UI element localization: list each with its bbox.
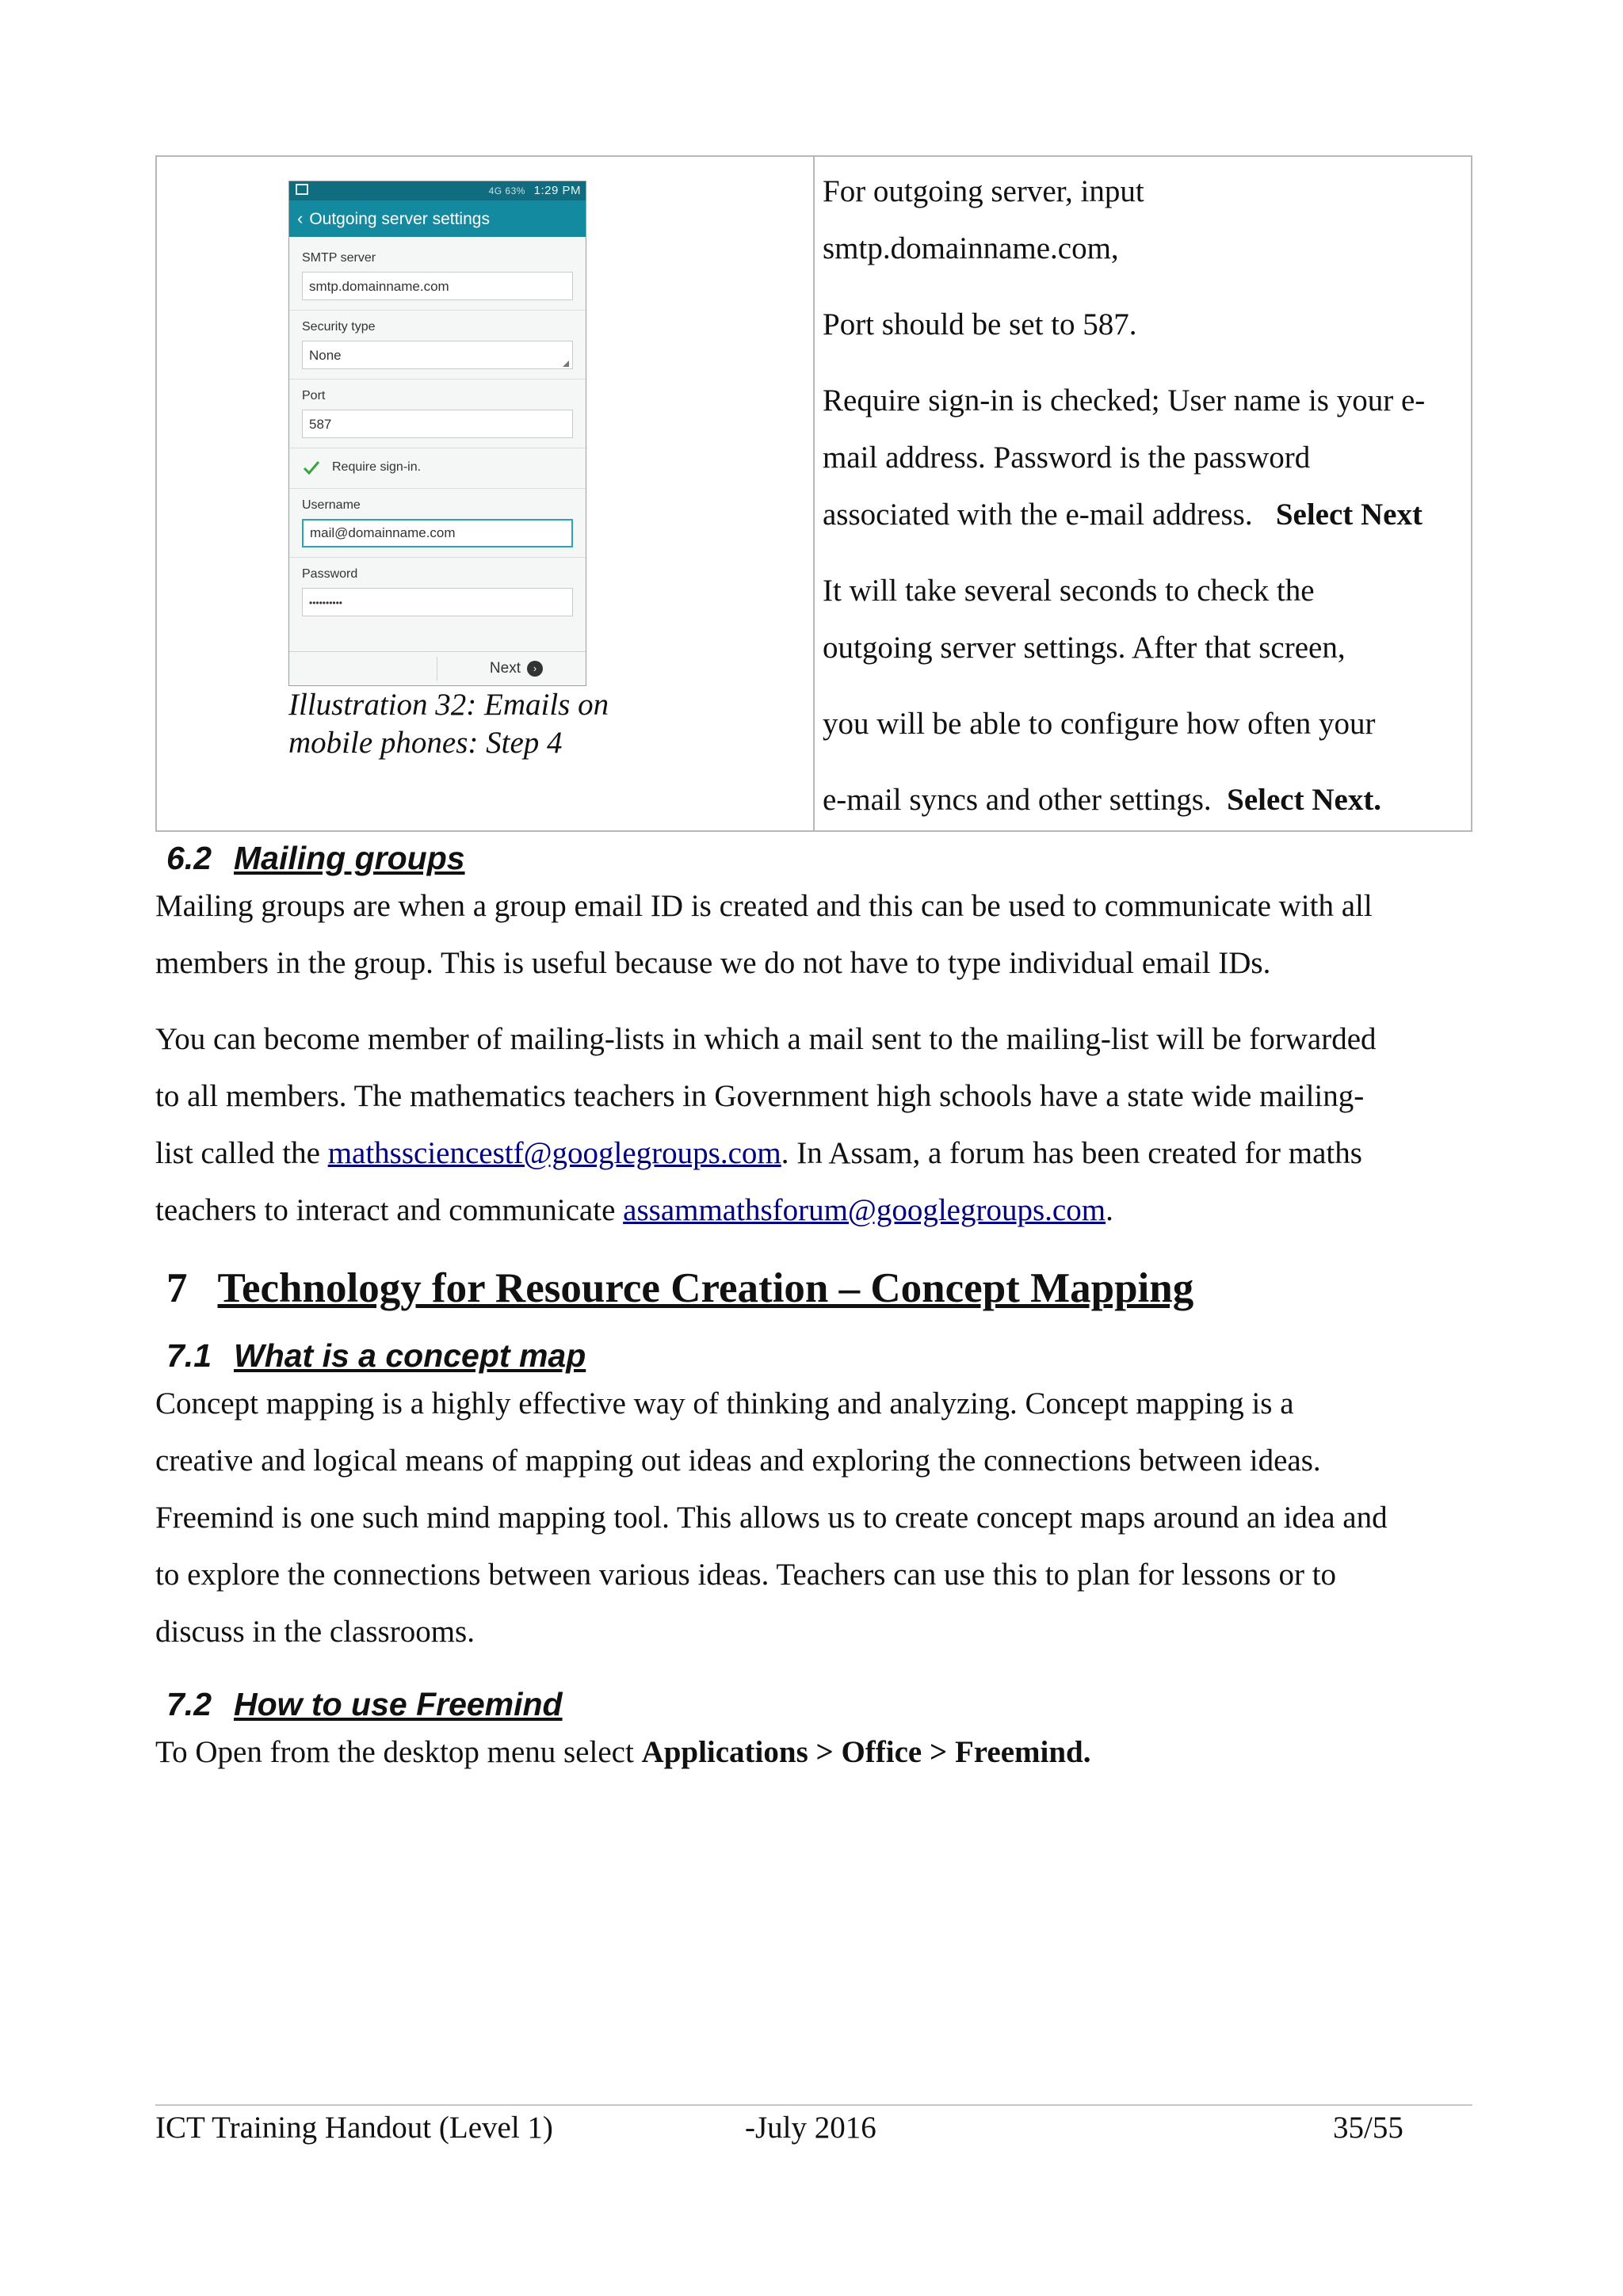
instruction-text: associated with the e-mail address. — [823, 498, 1253, 532]
dropdown-corner-icon — [563, 360, 569, 367]
instruction-line: outgoing server settings. After that screen, — [823, 631, 1346, 665]
text-line: Mailing groups are when a group email ID is created and this can be used to communicate with all — [155, 889, 1373, 923]
instruction-line — [823, 486, 1463, 543]
next-label: Next — [489, 660, 521, 677]
heading-title: Technology for Resource Creation – Concept Mapping — [217, 1265, 1194, 1311]
security-type-label: Security type — [302, 320, 376, 334]
heading-7-2 — [166, 1686, 563, 1723]
phone-title-bar — [289, 200, 586, 237]
text-line: to all members. The mathematics teachers in Government high schools have a state wide mailing- — [155, 1079, 1365, 1113]
select-next-instruction: Select Next. — [1227, 783, 1382, 817]
status-time: 1:29 PM — [533, 184, 581, 197]
back-chevron-icon[interactable]: ‹ — [297, 208, 304, 228]
footer-date: -July 2016 — [745, 2111, 876, 2145]
instruction-line: Port should be set to 587. — [823, 307, 1137, 341]
heading-title: Mailing groups — [234, 840, 465, 876]
text-line: Freemind is one such mind mapping tool. This allows us to create concept maps around an idea and — [155, 1501, 1388, 1535]
text-line: . — [1106, 1193, 1113, 1227]
security-type-value: None — [309, 348, 342, 363]
heading-number: 7 — [166, 1265, 188, 1311]
heading-title: What is a concept map — [234, 1337, 586, 1374]
text-line: . In Assam, a forum has been created for maths — [781, 1136, 1362, 1170]
footer-title: ICT Training Handout (Level 1) — [155, 2111, 553, 2145]
username-label: Username — [302, 498, 361, 512]
select-next-instruction: Select Next — [1275, 498, 1423, 532]
phone-status-bar — [289, 181, 586, 200]
heading-7-1 — [166, 1337, 586, 1375]
gallery-icon — [296, 184, 308, 195]
phone-bottom-bar — [289, 651, 586, 685]
instruction-line — [823, 772, 1463, 829]
username-input[interactable]: mail@domainname.com — [302, 519, 573, 547]
heading-number: 7.2 — [166, 1686, 212, 1722]
arrow-right-icon: › — [527, 661, 543, 677]
table-cell-instructions — [815, 157, 1471, 830]
assammathsforum-email-link[interactable]: assammathsforum@googlegroups.com — [623, 1193, 1106, 1227]
password-input[interactable]: •••••••••• — [302, 588, 573, 616]
document-page — [155, 0, 1472, 2296]
heading-title: How to use Freemind — [234, 1686, 563, 1722]
smtp-server-label: SMTP server — [302, 251, 376, 265]
text-line: discuss in the classrooms. — [155, 1615, 475, 1649]
instruction-line: It will take several seconds to check the — [823, 574, 1315, 608]
instruction-line: For outgoing server, input — [823, 174, 1144, 208]
page-number: 35/55 — [1333, 2111, 1403, 2145]
text-line: teachers to interact and communicate — [155, 1193, 624, 1227]
smtp-server-input[interactable]: smtp.domainname.com — [302, 272, 573, 300]
heading-6-2 — [166, 840, 465, 877]
next-button[interactable] — [490, 660, 543, 677]
password-label: Password — [302, 567, 358, 581]
mathssciencestf-email-link[interactable]: mathssciencestf@googlegroups.com — [327, 1136, 781, 1170]
instruction-line: Require sign-in is checked; User name is your e- — [823, 383, 1426, 418]
instruction-line: you will be able to configure how often your — [823, 707, 1376, 741]
text-line: creative and logical means of mapping out ideas and exploring the connections between ideas. — [155, 1444, 1321, 1478]
text-line: You can become member of mailing-lists in which a mail sent to the mailing-list will be forwarded — [155, 1022, 1377, 1056]
freemind-open-paragraph — [155, 1724, 1472, 1781]
instruction-line: smtp.domainname.com, — [823, 231, 1119, 265]
mailing-groups-paragraph — [155, 878, 1472, 992]
heading-number: 7.1 — [166, 1337, 212, 1374]
instruction-text: e-mail syncs and other settings. — [823, 783, 1212, 817]
text-line: To Open from the desktop menu select — [155, 1735, 642, 1769]
menu-path: Applications > Office > Freemind. — [641, 1735, 1091, 1769]
require-signin-checkbox[interactable] — [302, 456, 573, 479]
text-line: to explore the connections between various ideas. Teachers can use this to plan for lessons or to — [155, 1558, 1337, 1592]
checkmark-icon — [302, 458, 321, 477]
instruction-line: mail address. Password is the password — [823, 441, 1311, 475]
illustration-caption: Illustration 32: Emails on mobile phones: Step 4 — [288, 688, 609, 760]
text-line: list called the — [155, 1136, 328, 1170]
phone-screen-title: Outgoing server settings — [309, 210, 490, 228]
require-signin-label: Require sign-in. — [332, 460, 422, 474]
mailing-lists-paragraph — [155, 1011, 1472, 1239]
text-line: Concept mapping is a highly effective way of thinking and analyzing. Concept mapping is a — [155, 1386, 1294, 1421]
security-type-select[interactable] — [302, 341, 573, 369]
heading-number: 6.2 — [166, 840, 212, 876]
text-line: members in the group. This is useful because we do not have to type individual email IDs. — [155, 946, 1271, 980]
phone-screenshot — [288, 181, 586, 686]
heading-7 — [166, 1264, 1193, 1312]
port-label: Port — [302, 389, 326, 402]
concept-map-paragraph — [155, 1375, 1472, 1661]
signal-indicator: 4G 63% — [488, 185, 525, 196]
instruction-table — [155, 155, 1472, 832]
table-cell-illustration — [157, 157, 815, 830]
port-input[interactable]: 587 — [302, 410, 573, 438]
